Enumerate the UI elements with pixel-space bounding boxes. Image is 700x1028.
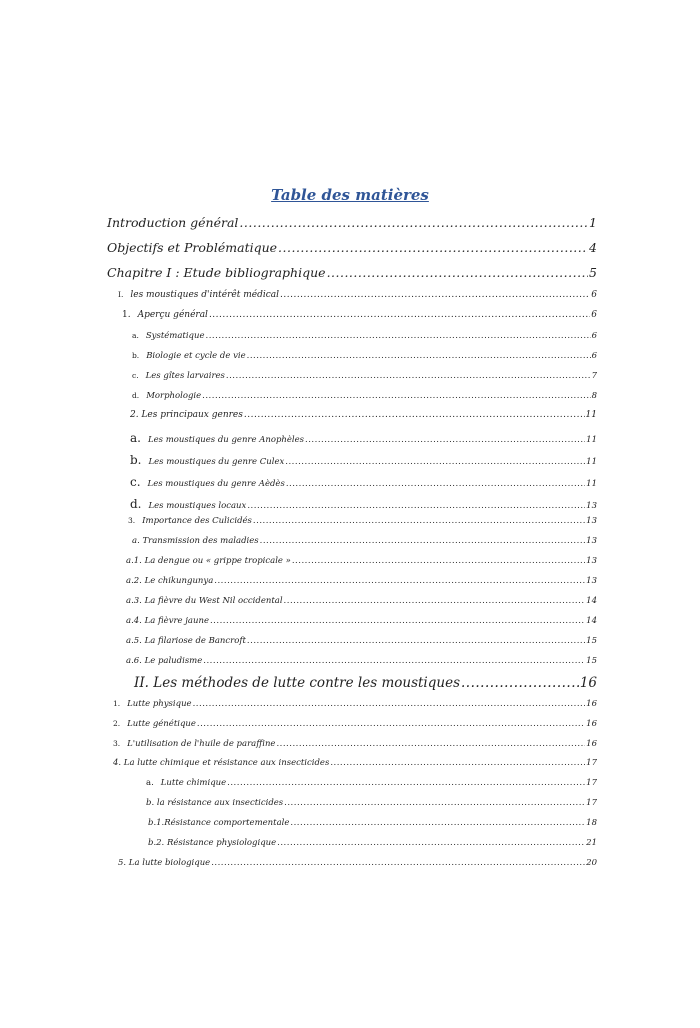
toc-page-number: 8: [591, 391, 597, 401]
toc-entry[interactable]: [126, 636, 597, 646]
toc-marker: a.: [146, 778, 154, 788]
toc-label: II. Les méthodes de lutte contre les moustiques: [134, 675, 460, 691]
toc-page-number: 11: [585, 410, 597, 420]
toc-entry[interactable]: [132, 536, 597, 546]
toc-entry[interactable]: [130, 410, 597, 420]
toc-page-number: 16: [586, 739, 597, 749]
toc-page-number: 14: [586, 616, 597, 626]
toc-label: Objectifs et Problématique: [107, 240, 278, 255]
toc-entry[interactable]: [107, 265, 597, 280]
toc-label: Chapitre I : Etude bibliographique: [107, 265, 326, 280]
toc-page-number: 16: [586, 699, 597, 709]
toc-page-number: 13: [586, 576, 597, 586]
toc-label: les moustiques d'intérêt médical: [130, 290, 280, 300]
toc-label: Biologie et cycle de vie: [146, 351, 246, 361]
toc-marker: c.: [132, 371, 139, 380]
toc-label: a.5. La filariose de Bancroft: [126, 636, 246, 646]
leader-dots: [277, 838, 585, 848]
leader-dots: [286, 479, 585, 489]
toc-marker: b.: [130, 453, 142, 467]
toc-page-number: 11: [586, 479, 597, 489]
toc-page-number: 4: [589, 240, 597, 255]
toc-marker: 2.: [113, 719, 121, 728]
toc-page-number: 15: [586, 636, 597, 646]
leader-dots: [227, 778, 585, 788]
toc-entry[interactable]: [126, 556, 597, 566]
toc-entry[interactable]: [122, 310, 597, 320]
leader-dots: [284, 596, 586, 606]
toc-entry[interactable]: [130, 431, 597, 445]
toc-label: a.3. La fièvre du West Nil occidental: [126, 596, 283, 606]
toc-entry[interactable]: [146, 778, 597, 788]
toc-entry[interactable]: [128, 516, 597, 526]
toc-label: a.2. Le chikungunya: [126, 576, 214, 586]
toc-entry[interactable]: [107, 215, 597, 230]
toc-entry[interactable]: [126, 596, 597, 606]
toc-page-number: 7: [591, 371, 597, 381]
toc-label: b.1.Résistance comportementale: [148, 818, 290, 828]
toc-entry[interactable]: [107, 240, 597, 255]
toc-entry[interactable]: [148, 838, 597, 848]
toc-entry[interactable]: [130, 497, 597, 511]
leader-dots: [214, 576, 585, 586]
toc-entry[interactable]: [126, 656, 597, 666]
toc-label: Systématique: [145, 331, 205, 341]
toc-marker: b.: [132, 351, 140, 360]
toc-label: Lutte chimique: [160, 778, 227, 788]
toc-entry[interactable]: [146, 798, 597, 808]
leader-dots: [206, 331, 591, 341]
toc-page-number: 16: [579, 675, 597, 691]
toc-page-number: 15: [586, 656, 597, 666]
toc-label: Importance des Culicidés: [142, 516, 252, 526]
toc-entry[interactable]: [113, 739, 597, 749]
toc-label: Les moustiques du genre Anophèles: [147, 435, 305, 445]
toc-page-number: 18: [586, 818, 597, 828]
toc-page-number: 6: [591, 351, 597, 361]
toc-entry[interactable]: [118, 290, 597, 300]
toc-page-number: 1: [589, 215, 597, 230]
leader-dots: [239, 215, 588, 230]
toc-marker: 3.: [113, 739, 121, 748]
leader-dots: [305, 435, 585, 445]
toc-entry[interactable]: [132, 391, 597, 401]
toc-page-number: 16: [586, 719, 597, 729]
leader-dots: [210, 616, 585, 626]
toc-page-number: 17: [586, 798, 597, 808]
toc-page-number: 17: [586, 758, 597, 768]
leader-dots: [193, 699, 586, 709]
toc-marker: 1.: [113, 699, 121, 708]
leader-dots: [247, 636, 585, 646]
toc-entry[interactable]: [148, 818, 597, 828]
toc-entry[interactable]: [132, 331, 597, 341]
leader-dots: [327, 265, 588, 280]
toc-label: 2. Les principaux genres: [130, 410, 243, 420]
toc-label: Lutte physique: [127, 699, 192, 709]
toc-page-number: 20: [586, 858, 597, 868]
leader-dots: [290, 818, 585, 828]
leader-dots: [209, 310, 590, 320]
toc-page-number: 13: [586, 501, 597, 511]
page-title: Table des matières: [271, 186, 429, 204]
leader-dots: [280, 290, 590, 300]
toc-label: Morphologie: [146, 391, 202, 401]
leader-dots: [202, 391, 590, 401]
toc-entry[interactable]: [134, 675, 597, 691]
toc-page-number: 14: [586, 596, 597, 606]
toc-marker: 1.: [122, 310, 131, 320]
toc-entry[interactable]: [113, 758, 597, 768]
toc-label: Introduction général: [107, 215, 239, 230]
toc-page-number: 17: [586, 778, 597, 788]
leader-dots: [226, 371, 591, 381]
toc-page-number: 13: [586, 556, 597, 566]
toc-label: Les moustiques locaux: [148, 501, 247, 511]
leader-dots: [197, 719, 585, 729]
toc-label: a.6. Le paludisme: [126, 656, 203, 666]
toc-entry[interactable]: [132, 371, 597, 381]
toc-label: b.2. Résistance physiologique: [148, 838, 277, 848]
toc-page-number: 5: [589, 265, 597, 280]
toc-marker: 3.: [128, 516, 136, 525]
toc-page-number: 6: [591, 331, 597, 341]
toc-entry[interactable]: [126, 616, 597, 626]
leader-dots: [211, 858, 585, 868]
toc-page-number: 11: [586, 435, 597, 445]
toc-marker: c.: [130, 475, 141, 489]
leader-dots: [260, 536, 586, 546]
toc-marker: I.: [118, 290, 124, 299]
toc-page-number: 11: [586, 457, 597, 467]
toc-entry[interactable]: [118, 858, 597, 868]
toc-label: a.1. La dengue ou « grippe tropicale »: [126, 556, 291, 566]
toc-page-number: 6: [591, 290, 597, 300]
toc-entry[interactable]: [113, 699, 597, 709]
toc-entry[interactable]: [130, 475, 597, 489]
leader-dots: [247, 501, 585, 511]
toc-label: a. Transmission des maladies: [132, 536, 259, 546]
toc-page-number: 13: [586, 536, 597, 546]
leader-dots: [330, 758, 585, 768]
leader-dots: [461, 675, 579, 691]
toc-label: 5. La lutte biologique: [118, 858, 211, 868]
leader-dots: [203, 656, 585, 666]
leader-dots: [276, 739, 585, 749]
leader-dots: [284, 798, 585, 808]
toc-page-number: 21: [586, 838, 597, 848]
leader-dots: [278, 240, 588, 255]
toc-page-number: 6: [591, 310, 597, 320]
toc-label: b. la résistance aux insecticides: [146, 798, 284, 808]
leader-dots: [292, 556, 585, 566]
toc-marker: d.: [132, 391, 140, 400]
toc-label: L'utilisation de l'huile de paraffine: [127, 739, 276, 749]
toc-marker: d.: [130, 497, 142, 511]
toc-label: a.4. La fièvre jaune: [126, 616, 209, 626]
toc-label: Les gîtes larvaires: [145, 371, 225, 381]
toc-marker: a.: [132, 331, 139, 340]
toc-label: Aperçu général: [137, 310, 208, 320]
leader-dots: [285, 457, 585, 467]
leader-dots: [253, 516, 585, 526]
leader-dots: [244, 410, 585, 420]
toc-entry[interactable]: [130, 453, 597, 467]
toc-entry[interactable]: [132, 351, 597, 361]
toc-label: Lutte génétique: [127, 719, 196, 729]
toc-label: 4. La lutte chimique et résistance aux insecticides: [113, 758, 330, 768]
leader-dots: [247, 351, 591, 361]
toc-label: Les moustiques du genre Aèdès: [147, 479, 285, 489]
toc-page-number: 13: [586, 516, 597, 526]
toc-entry[interactable]: [126, 576, 597, 586]
toc-entry[interactable]: [113, 719, 597, 729]
toc-marker: a.: [130, 431, 141, 445]
toc-label: Les moustiques du genre Culex: [148, 457, 285, 467]
